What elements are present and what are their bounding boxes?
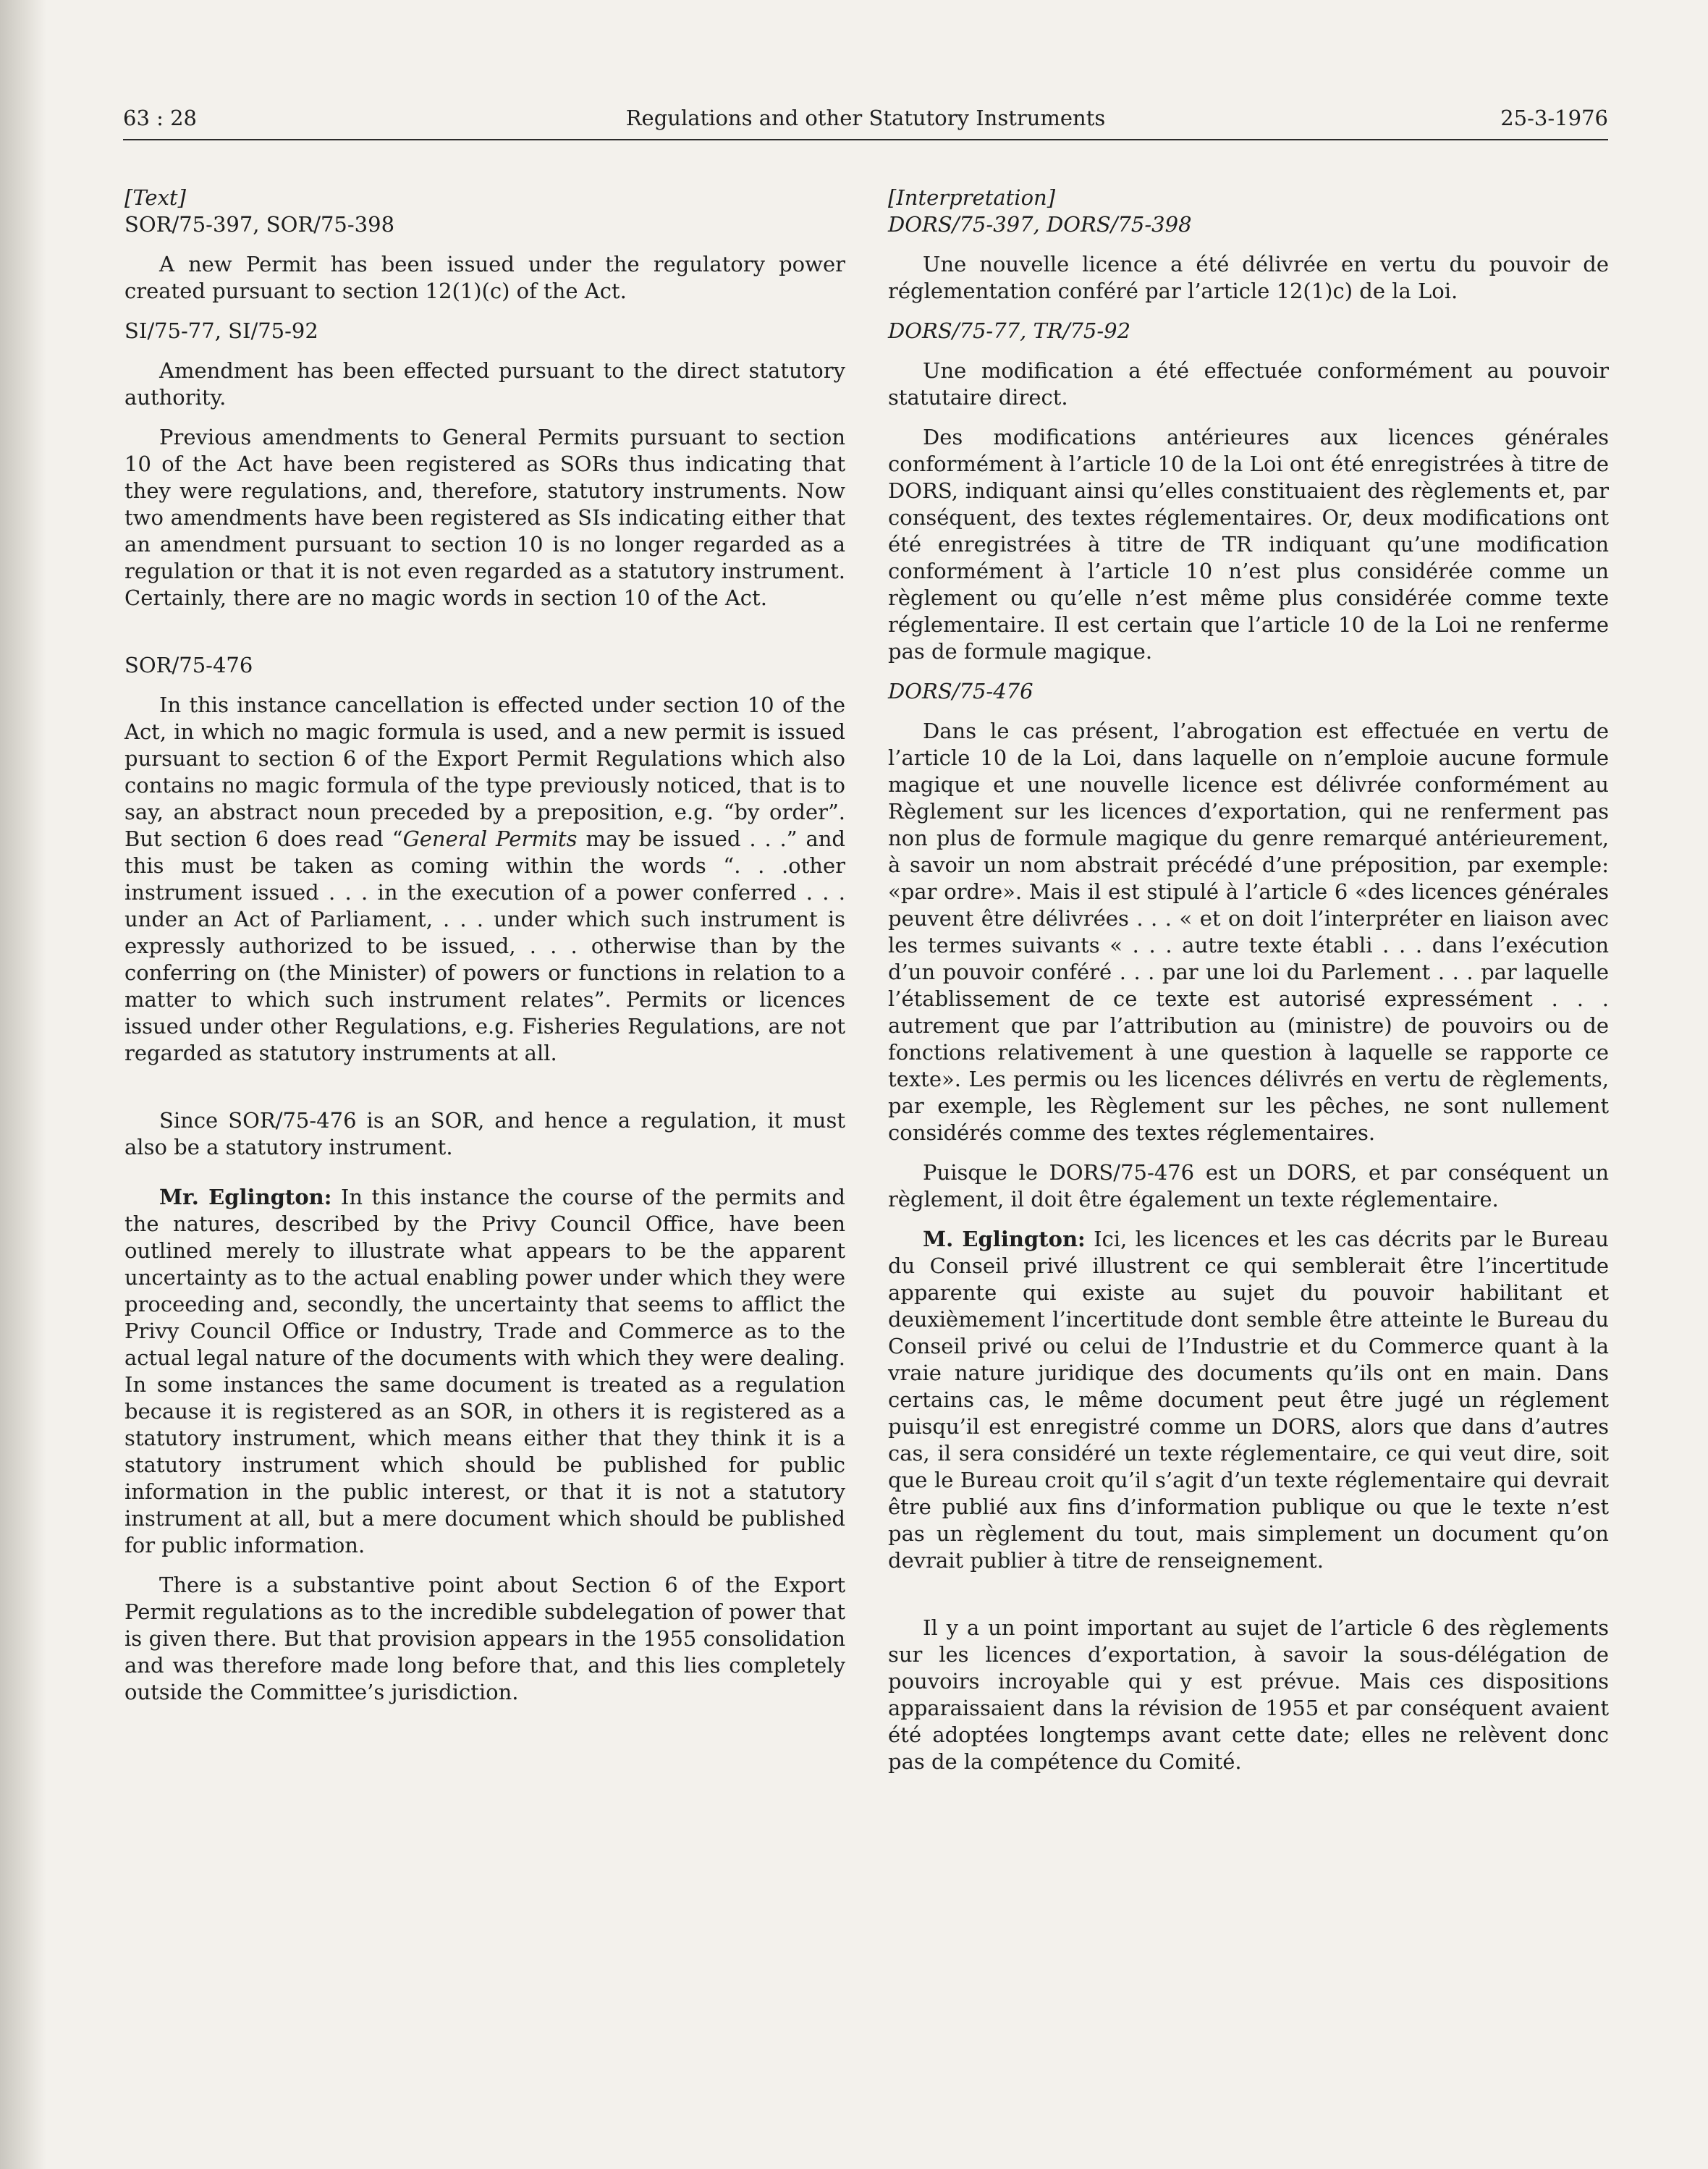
paragraph: Since SOR/75-476 is an SOR, and hence a regulation, it must also be a statutory instrument. [124,1108,845,1159]
section-heading: [Text] [124,185,186,210]
reference-heading: SOR/75-397, SOR/75-398 [124,212,395,237]
paragraph-text: In this instance the course of the permits and the natures, described by the Privy Council Office, have been outlined merely to illustrate what appears to be the apparent uncertainty as to the actual enabling power under which they were proceeding and, secondly, the uncertainty that seems to afflict the Privy Council Office or Industry, Trade and Commerce as to the actual legal nature of the documents with which they were dealing. In some instances the same document is treated as a regulation because it is registered as an SOR, in others it is registered as a statutory instrument, which means either that they think it is a statutory instrument which should be published for public information in the public interest, or that it is not a statutory instrument at all, but a mere document which should be published for public information. [124,1185,846,1557]
paragraph: Previous amendments to General Permits pursuant to section 10 of the Act have been registered as SORs thus indicating that they were regulations, and, therefore, statutory instruments. Now two amendments have been registered as SIs indicating either that an amendment pursuant to section 10 is no longer regarded as a regulation or that it is not even regarded as a statutory instrument. Certainly, there are no magic words in section 10 of the Act. [124,425,845,610]
running-title: Regulations and other Statutory Instruments [625,106,1106,130]
paragraph: There is a substantive point about Section 6 of the Export Permit regulations as to the incredible subdelegation of power that is given there. But that provision appears in the 1955 consolidation and was therefore made long before that, and this lies completely outside the Committee’s jurisdiction. [124,1573,845,1704]
reference-heading: DORS/75-476 [888,679,1033,703]
paragraph: Une nouvelle licence a été délivrée en vertu du pouvoir de réglementation conféré par l’article 12(1)c) de la Loi. [888,252,1609,303]
paragraph: Une modification a été effectuée conformément au pouvoir statutaire direct. [888,358,1609,410]
section-heading: [Interpretation] [888,185,1056,210]
speaker-paragraph [124,1184,845,1559]
paragraph-text: In this instance cancellation is effected under section 10 of the Act, in which no magic formula is used, and a new permit is issued pursuant to section 6 of the Export Permit Regulations which also contains no magic formula of the type previously noticed, that is to say, an abstract noun preceded by a preposition, e.g. “by order”. But section 6 does read “ [124,693,845,851]
italic-term: General Permits [402,826,578,851]
paragraph: A new Permit has been issued under the regulatory power created pursuant to section 12(1)(c) of the Act. [124,252,845,303]
paragraph: Dans le cas présent, l’abrogation est effectuée en vertu de l’article 10 de la Loi, dans laquelle on n’emploie aucune formule magique et une nouvelle licence est délivrée conformément au Règlement sur les licences d’exportation, qui ne renferment pas non plus de formule magique du genre remarqué antérieurement, à savoir un nom abstrait précédé d’une préposition, par exemple: «par ordre». Mais il est stipulé à l’article 6 «des licences générales peuvent être délivrées . . . « et on doit l’interpréter en liaison avec les termes suivants « . . . autre texte établi . . . dans l’exécution d’un pouvoir conféré . . . par une loi du Parlement . . . par laquelle l’établissement de ce texte est autorisé expressément . . . autrement que par l’attribution au (ministre) de pouvoirs ou de fonctions relativement à une question à laquelle se rapporte ce texte». Les permis ou les licences délivrés en vertu de règlements, par exemple, les Règlement sur les pêches, ne sont nullement considérés comme des textes réglementaires. [888,719,1609,1145]
paragraph: Il y a un point important au sujet de l’article 6 des règlements sur les licences d’exportation, à savoir la sous-délégation de pouvoirs incroyable qui y est prévue. Mais ces dispositions apparaissaient dans la révision de 1955 et par conséquent avaient été adoptées longtemps avant cette date; elles ne relèvent donc pas de la compétence du Comité. [888,1615,1609,1774]
speaker-paragraph [888,1226,1609,1574]
page-number: 63 : 28 [123,106,198,130]
reference-heading: SOR/75-476 [124,653,253,677]
paragraph-text: Ici, les licences et les cas décrits par le Bureau du Conseil privé illustrent ce qui semblerait être l’incertitude apparente qui existe au sujet du pouvoir habilitant et deuxièmement l’incertitude dont semble être atteinte le Bureau du Conseil privé ou celui de l’Industrie et du Commerce quant à la vraie nature juridique des documents qu’ils ont en main. Dans certains cas, le même document peut être jugé un réglement puisqu’il est enregistré comme un DORS, alors que dans d’autres cas, il sera considéré un texte réglementaire, ce qui veut dire, soit que le Bureau croit qu’il s’agit d’un texte réglementaire qui devrait être publié aux fins d’information publique ou que le texte n’est pas un règlement du tout, mais simplement un document qu’on devrait publier à titre de renseignement. [888,1227,1609,1573]
paragraph-text: may be issued . . .” and this must be taken as coming within the words “. . .other instrument issued . . . in the execution of a power conferred . . . under an Act of Parliament, . . . under which such instrument is expressly authorized to be issued, . . . otherwise than by the conferring on (the Minister) of powers or functions in relation to a matter to which such instrument relates”. Permits or licences issued under other Regulations, e.g. Fisheries Regulations, are not regarded as statutory instruments at all. [124,826,846,1065]
speaker-name: Mr. Eglington: [159,1185,332,1209]
page-binding-shadow [0,0,46,2169]
english-column [124,185,845,1706]
page-header [123,101,1608,140]
header-date: 25-3-1976 [1500,106,1608,130]
paragraph: Puisque le DORS/75-476 est un DORS, et par conséquent un règlement, il doit être également un texte réglementaire. [888,1160,1609,1212]
reference-heading: DORS/75-397, DORS/75-398 [888,212,1192,237]
reference-heading: SI/75-77, SI/75-92 [124,318,318,343]
paragraph: Amendment has been effected pursuant to the direct statutory authority. [124,358,845,410]
speaker-name: M. Eglington: [923,1227,1086,1251]
paragraph: Des modifications antérieures aux licences générales conformément à l’article 10 de la Loi ont été enregistrées à titre de DORS, indiquant ainsi qu’elles constituaient des règlements et, par conséquent, des textes réglementaires. Or, deux modifications ont été enregistrées à titre de TR indiquant qu’une modification conformément à l’article 10 n’est plus considérée comme un règlement ou qu’elle n’est même plus considérée comme texte réglementaire. Il est certain que l’article 10 de la Loi ne renferme pas de formule magique. [888,425,1609,664]
paragraph [124,692,845,1067]
french-column [888,185,1609,1775]
reference-heading: DORS/75-77, TR/75-92 [888,318,1131,343]
